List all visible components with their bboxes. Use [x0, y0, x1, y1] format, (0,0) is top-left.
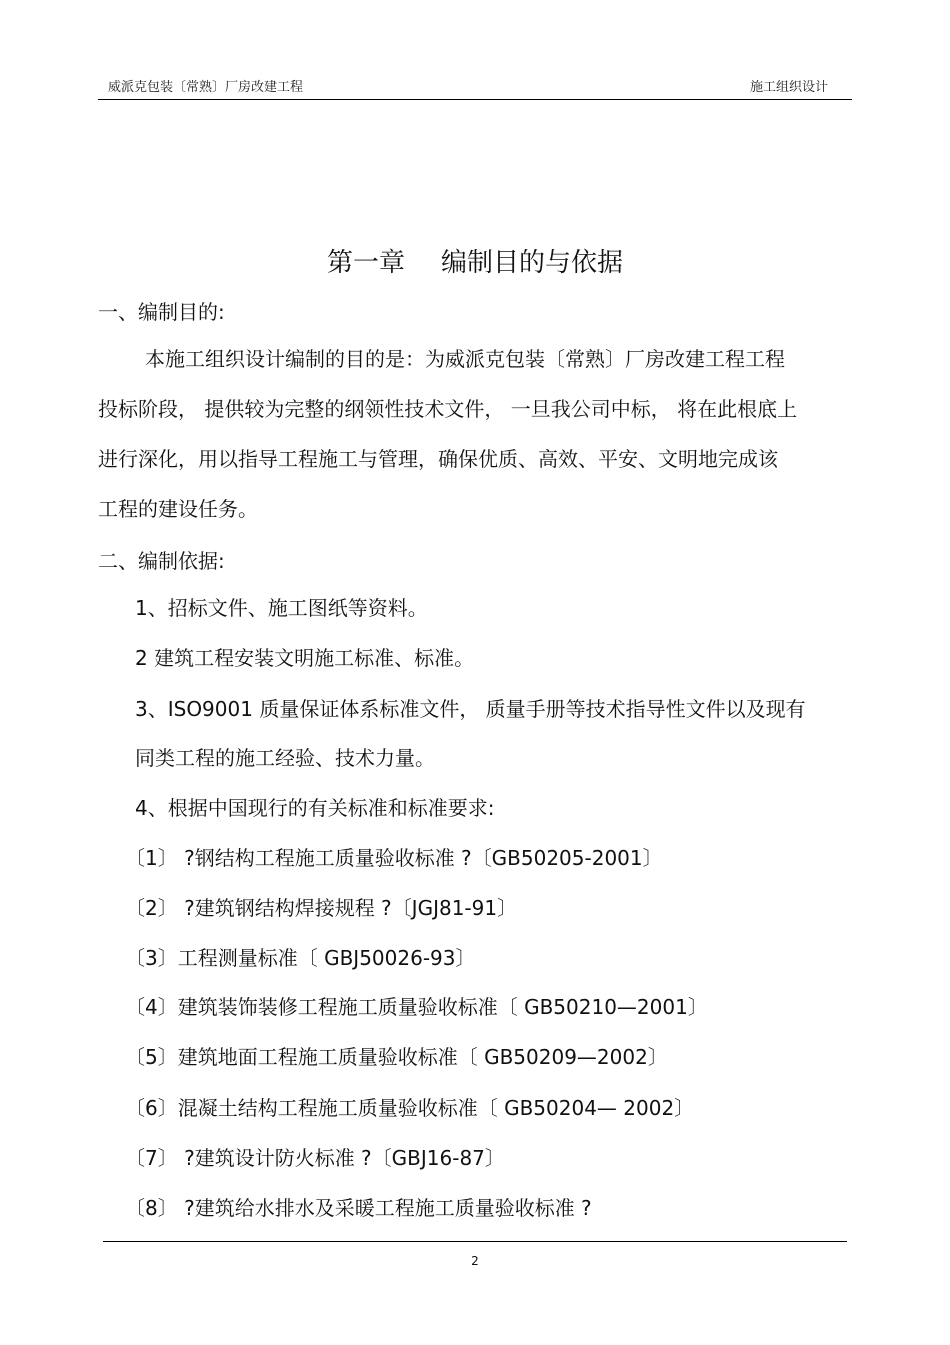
standard-item: 〔8〕 ?建筑给水排水及采暖工程施工质量验收标准 ?: [125, 1196, 592, 1220]
purpose-paragraph-line: 工程的建设任务。: [98, 497, 258, 521]
standard-item: 〔5〕建筑地面工程施工质量验收标准〔 GB50209—2002〕: [125, 1045, 668, 1069]
header-document-type: 施工组织设计: [749, 80, 828, 95]
standard-item: 〔3〕工程测量标准〔 GBJ50026-93〕: [125, 946, 476, 970]
section-heading-basis: 二、编制依据:: [98, 549, 225, 573]
section-heading-purpose: 一、编制目的:: [98, 300, 225, 324]
basis-item: 3、ISO9001 质量保证体系标准文件， 质量手册等技术指导性文件以及现有: [135, 697, 806, 721]
purpose-paragraph-line: 投标阶段， 提供较为完整的纲领性技术文件， 一旦我公司中标， 将在此根底上: [98, 397, 798, 421]
page-number: 2: [471, 1254, 479, 1268]
chapter-heading: [0, 242, 950, 279]
header-divider: [98, 99, 852, 100]
standard-item: 〔6〕混凝土结构工程施工质量验收标准〔 GB50204— 2002〕: [125, 1096, 695, 1120]
standard-item: 〔1〕 ?钢结构工程施工质量验收标准 ?〔GB50205-2001〕: [125, 846, 663, 870]
standard-item: 〔2〕 ?建筑钢结构焊接规程 ?〔JGJ81-91〕: [125, 896, 518, 920]
standard-item: 〔7〕 ?建筑设计防火标准 ?〔GBJ16-87〕: [125, 1146, 505, 1170]
basis-item: 4、根据中国现行的有关标准和标准要求:: [135, 796, 495, 820]
basis-item-continuation: 同类工程的施工经验、技术力量。: [135, 746, 435, 770]
purpose-paragraph-line: 进行深化，用以指导工程施工与管理，确保优质、高效、平安、文明地完成该: [98, 447, 778, 471]
header-project-name: 威派克包装〔常熟〕厂房改建工程: [108, 80, 304, 95]
standard-item: 〔4〕建筑装饰装修工程施工质量验收标准〔 GB50210—2001〕: [125, 995, 708, 1019]
basis-item: 1、招标文件、施工图纸等资料。: [135, 596, 428, 620]
footer-divider: [103, 1241, 847, 1242]
chapter-title: 编制目的与依据: [441, 248, 624, 278]
chapter-number: 第一章: [326, 248, 405, 278]
purpose-paragraph-line: 本施工组织设计编制的目的是：为威派克包装〔常熟〕厂房改建工程工程: [145, 347, 785, 371]
basis-item: 2 建筑工程安装文明施工标准、标准。: [135, 646, 475, 670]
